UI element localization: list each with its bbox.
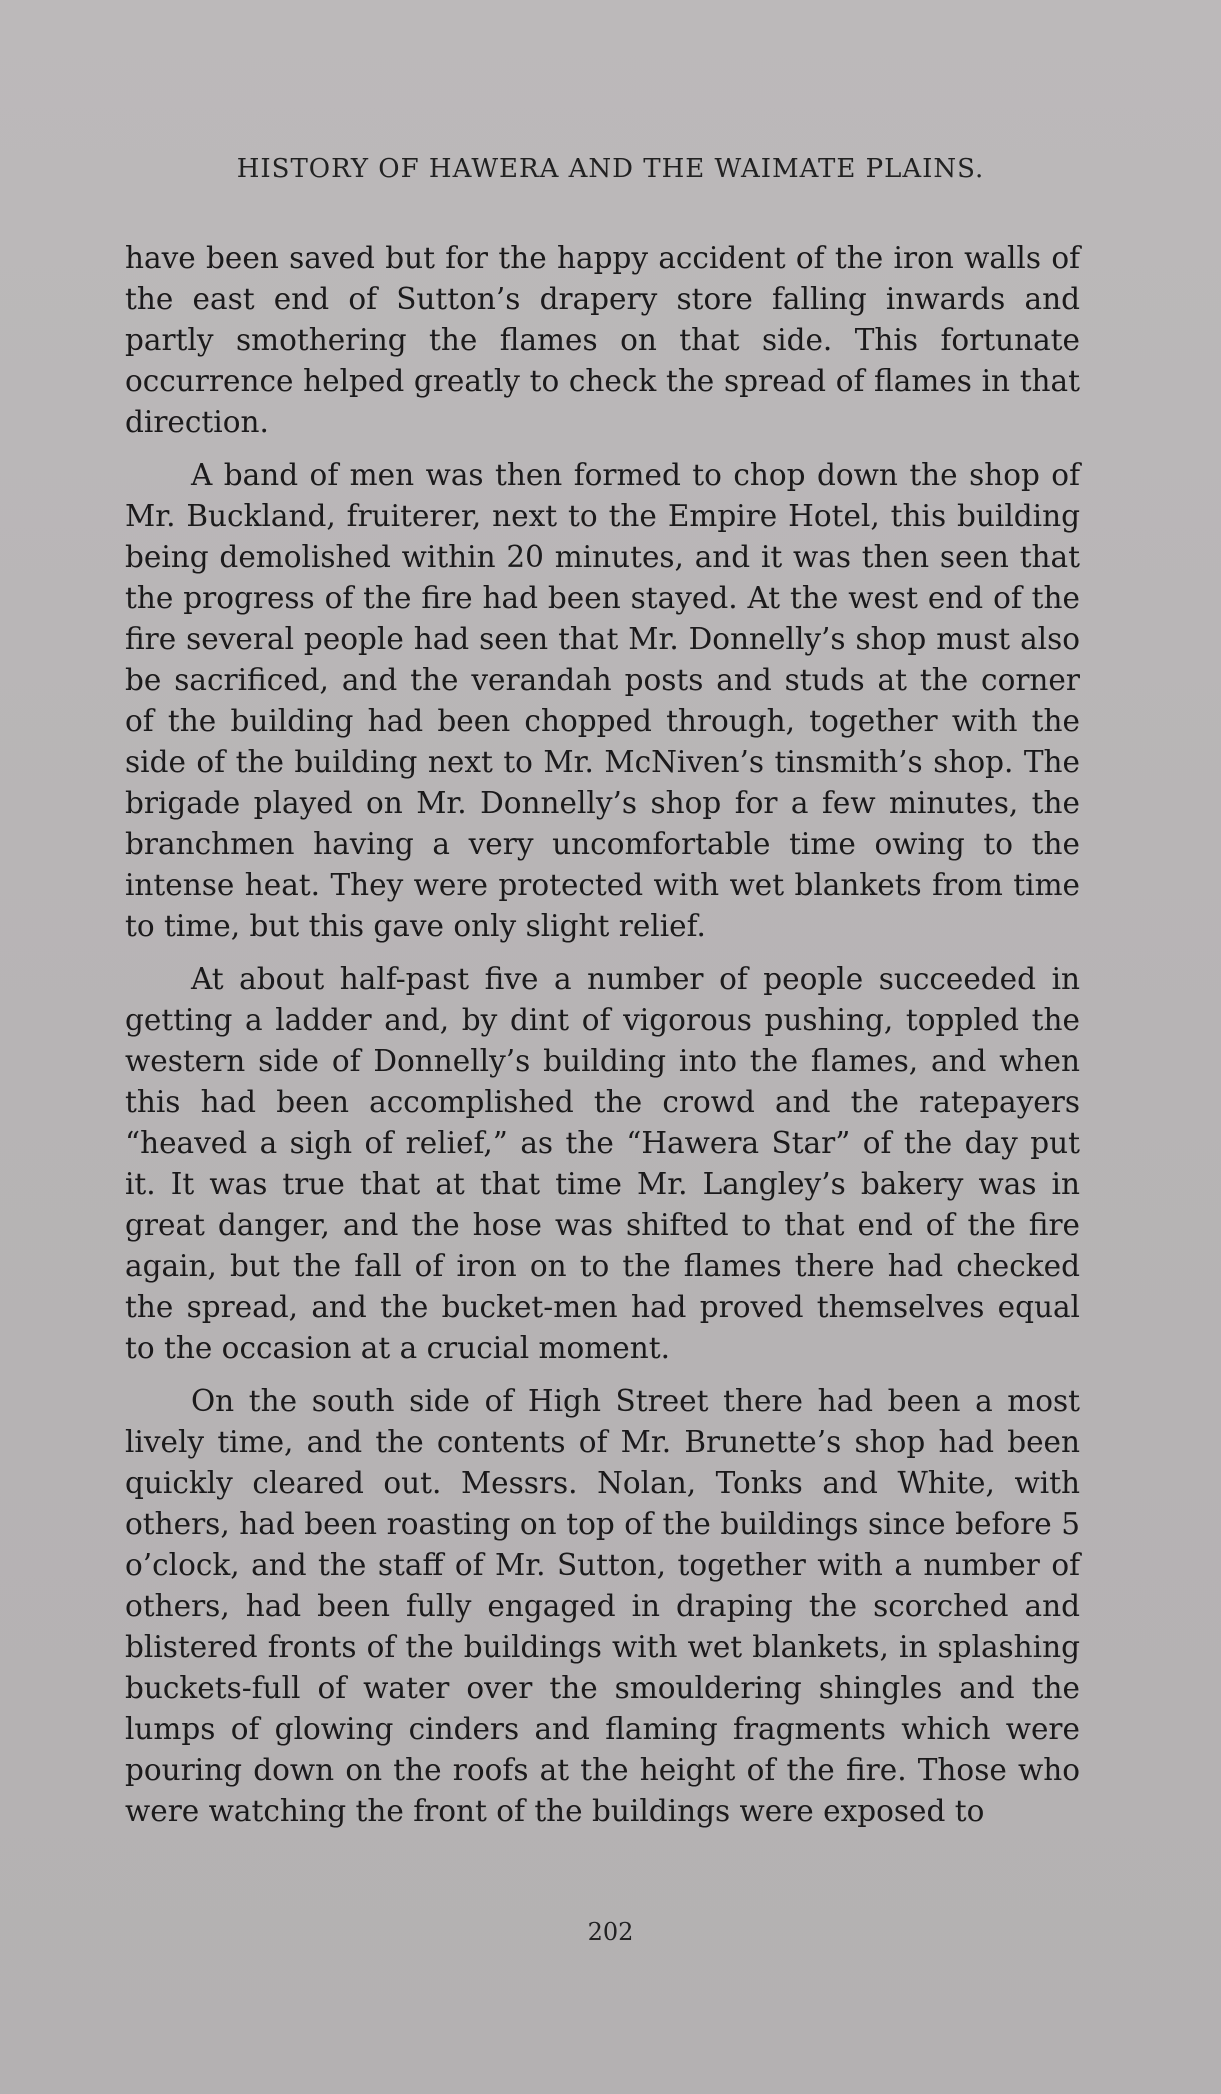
paragraph-4: On the south side of High Street there had been a most lively time, and the contents of Mr. Brunette’s shop had been quickly cleared out. Messrs. Nolan, Tonks and White, with others, had been roasting on top of the buildings since before 5 o’clock, and the staff of Mr. Sutton, together with a number of others, had been fully engaged in draping the scorched and blistered fronts of the buildings with wet blankets, in splashing buckets-full of water over the smouldering shingles and the lumps of glowing cinders and flaming fragments which were pouring down on the roofs at the height of the fire. Those who were watching the front of the buildings were exposed to xyxy=(125,1384,1080,1828)
paragraph-3: At about half-past five a number of people succeeded in getting a ladder and, by dint of vigorous pushing, toppled the western side of Donnelly’s building into the flames, and when this had been accomplished the crowd and the ratepayers “heaved a sigh of relief,” as the “Hawera Star” of the day put it. It was true that at that time Mr. Langley’s bakery was in great danger, and the hose was shifted to that end of the fire again, but the fall of iron on to the flames there had checked the spread, and the bucket-men had proved themselves equal to the occasion at a crucial moment. xyxy=(125,962,1080,1365)
paragraph-2: A band of men was then formed to chop down the shop of Mr. Buckland, fruiterer, next to the Empire Hotel, this building being demolished within 20 minutes, and it was then seen that the progress of the fire had been stayed. At the west end of the fire several people had seen that Mr. Donnelly’s shop must also be sacrificed, and the verandah posts and studs at the corner of the building had been chopped through, together with the side of the building next to Mr. McNiven’s tinsmith’s shop. The brigade played on Mr. Donnelly’s shop for a few minutes, the branchmen having a very uncomfortable time owing to the intense heat. They were protected with wet blankets from time to time, but this gave only slight relief. xyxy=(125,458,1080,943)
paragraph-1: have been saved but for the happy accident of the iron walls of the east end of Sutton’s drapery store falling inwards and partly smothering the flames on that side. This fortunate occurrence helped greatly to check the spread of flames in that direction. xyxy=(125,241,1080,439)
body-text xyxy=(125,238,1080,1844)
page-number: 202 xyxy=(587,1918,634,1946)
running-head: HISTORY OF HAWERA AND THE WAIMATE PLAINS. xyxy=(236,154,985,184)
